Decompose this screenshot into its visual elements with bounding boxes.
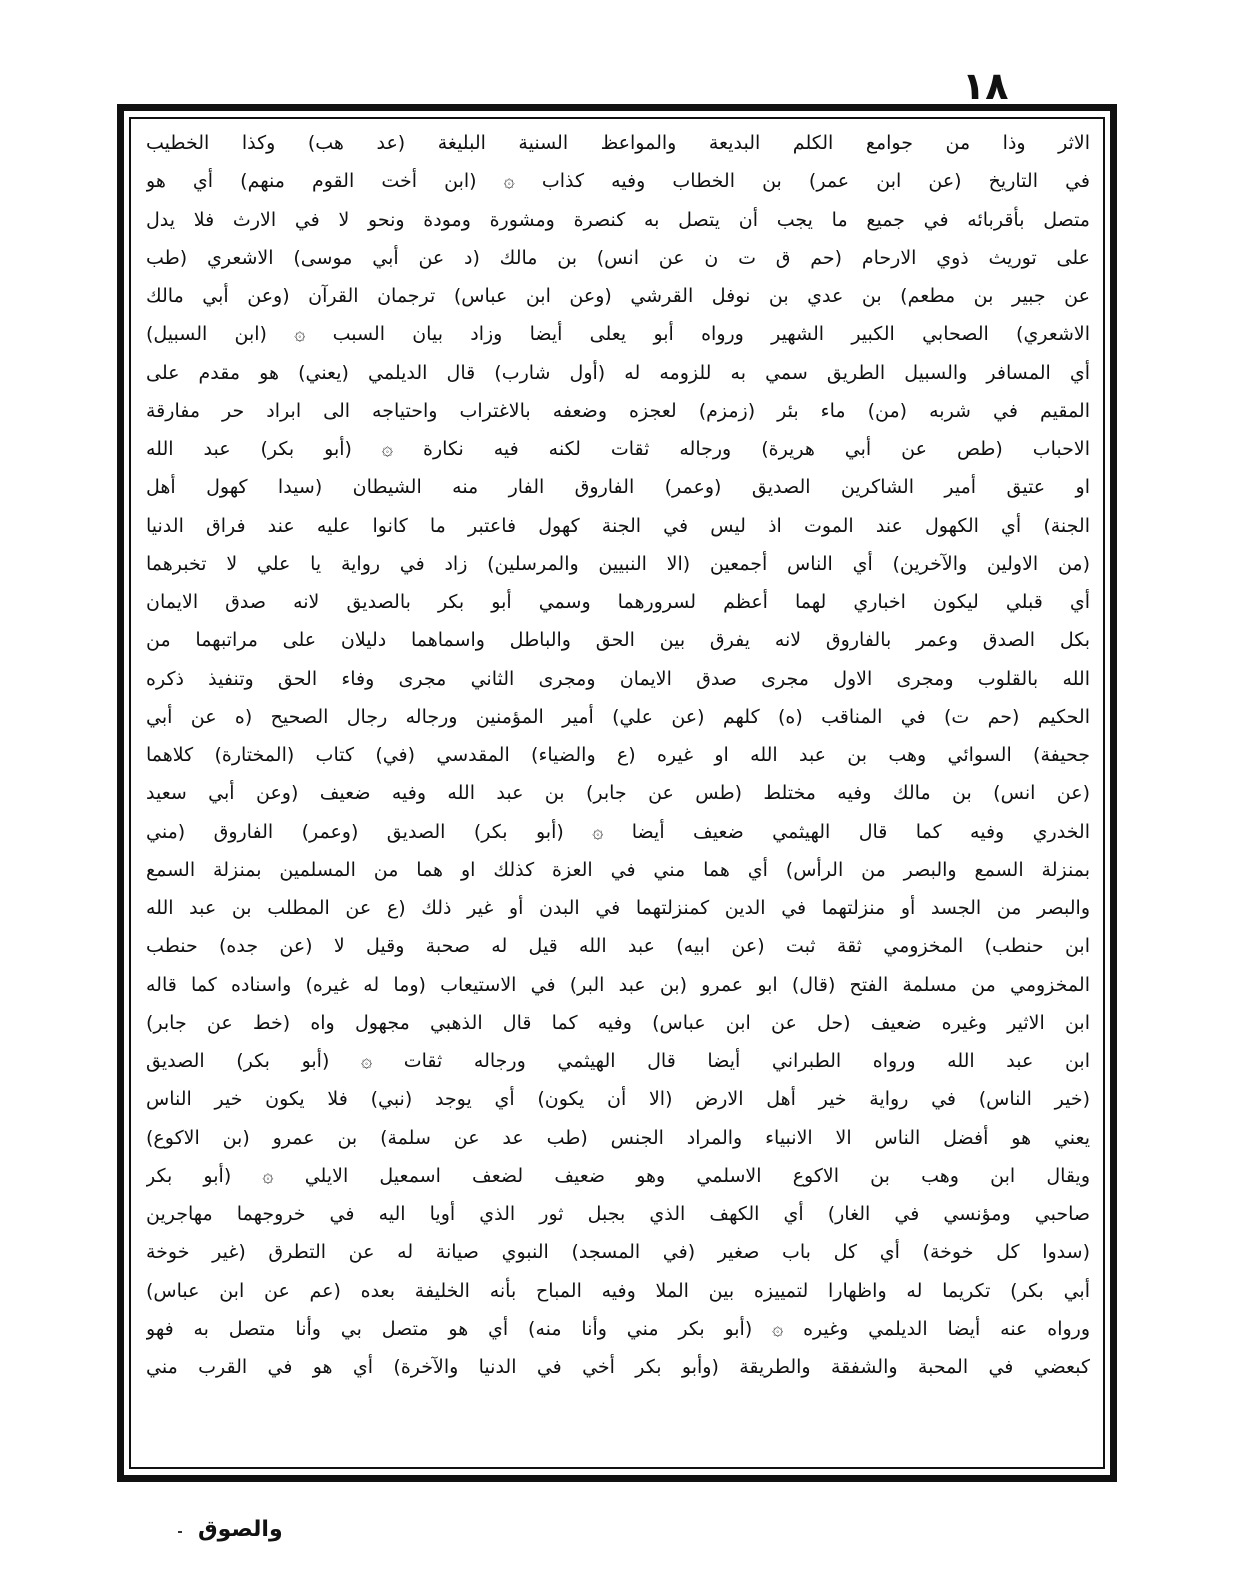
text-line: ابن الاثير وغيره ضعيف (حل عن ابن عباس) وفيه كما قال الذهبي مجهول واه (خط عن جابر): [146, 1011, 1090, 1034]
text-line: (سدوا كل خوخة) أي كل باب صغير (في المسجد) النبوي صيانة له عن التطرق (غير خوخة: [146, 1241, 1090, 1264]
ink-speck: [178, 1531, 182, 1533]
text-line: (عن انس) بن مالك وفيه مختلط (طس عن جابر) بن عبد الله وفيه ضعيف (وعن أبي سعيد: [146, 782, 1090, 805]
text-line: ورواه عنه أيضا الديلمي وغيره ۞ (أبو بكر مني وأنا منه) أي هو متصل بي وأنا متصل به فهو: [146, 1317, 1090, 1340]
main-text-block: [146, 124, 1090, 1386]
text-line: صاحبي ومؤنسي في الغار) أي الكهف الذي بجبل ثور الذي أويا اليه في خروجهما مهاجرين: [146, 1203, 1090, 1225]
text-line: عن جبير بن مطعم) بن عدي بن نوفل القرشي (وعن ابن عباس) ترجمان القرآن (وعن أبي مالك: [146, 285, 1090, 307]
text-line: الاشعري) الصحابي الكبير الشهير ورواه أبو يعلى أيضا وزاد بيان السبب ۞ (ابن السبيل): [146, 323, 1090, 346]
text-line: كبعضي في المحبة والشفقة والطريقة (وأبو بكر أخي في الدنيا والآخرة) أي هو في القرب مني: [146, 1356, 1090, 1378]
text-line: جحيفة) السوائي وهب بن عبد الله او غيره (ع والضياء) المقدسي (في) كتاب (المختارة) كلاهما: [146, 744, 1090, 766]
text-line: الجنة) أي الكهول عند الموت اذ ليس في الجنة كهول فاعتبر ما كانوا عليه عند فراق الدنيا: [146, 514, 1090, 537]
text-line: (من الاولين والآخرين) أي الناس أجمعين (الا النبيين والمرسلين) زاد في رواية يا علي لا تخبرهما: [146, 552, 1090, 575]
text-line: المخزومي من مسلمة الفتح (قال) ابو عمرو (بن عبد البر) في الاستيعاب (وما له غيره) واسناده كما قاله: [146, 973, 1090, 996]
text-line: والبصر من الجسد أو منزلتهما في الدين كمنزلتهما في البدن أو غير ذلك (ع عن المطلب بن عبد الله: [146, 897, 1090, 919]
page-number: ١٨: [962, 64, 1009, 108]
text-line: ويقال ابن وهب بن الاكوع الاسلمي وهو ضعيف لضعف اسمعيل الايلي ۞ (أبو بكر: [146, 1164, 1090, 1187]
text-line: في التاريخ (عن ابن عمر) بن الخطاب وفيه كذاب ۞ (ابن أخت القوم منهم) أي هو: [146, 170, 1090, 193]
text-line: على توريث ذوي الارحام (حم ق ت ن عن انس) بن مالك (د عن أبي موسى) الاشعري (طب: [146, 246, 1090, 269]
catchword: والصوق: [198, 1517, 283, 1542]
text-line: الله بالقلوب ومجرى الاول مجرى صدق الايمان ومجرى الثاني مجرى وفاء الحق وتنفيذ ذكره: [146, 667, 1090, 690]
text-line: الاثر وذا من جوامع الكلم البديعة والمواعظ السنية البليغة (عد هب) وكذا الخطيب: [146, 132, 1090, 154]
text-line: الاحباب (طص عن أبي هريرة) ورجاله ثقات لكنه فيه نكارة ۞ (أبو بكر) عبد الله: [146, 438, 1090, 460]
text-line: متصل بأقربائه في جميع ما يجب أن يتصل به كنصرة ومشورة ومودة ونحو لا في الارث فلا يدل: [146, 208, 1090, 231]
text-line: أي المسافر والسبيل الطريق سمي به للزومه له (أول شارب) قال الديلمي (يعني) هو مقدم على: [146, 361, 1090, 384]
text-line: بمنزلة السمع والبصر من الرأس) أي هما مني في العزة كذلك او هما من المسلمين بمنزلة السمع: [146, 858, 1090, 881]
text-line: او عتيق أمير الشاكرين الصديق (وعمر) الفاروق الفار منه الشيطان (سيدا كهول أهل: [146, 476, 1090, 499]
text-line: الخدري وفيه كما قال الهيثمي ضعيف أيضا ۞ (أبو بكر) الصديق (وعمر) الفاروق (مني: [146, 820, 1090, 843]
text-line: يعني هو أفضل الناس الا الانبياء والمراد الجنس (طب عد عن سلمة) بن عمرو (بن الاكوع): [146, 1126, 1090, 1149]
text-line: ابن حنطب) المخزومي ثقة ثبت (عن ابيه) عبد الله قيل له صحبة وقيل لا (عن جده) حنطب: [146, 935, 1090, 958]
text-line: المقيم في شربه (من) ماء بئر (زمزم) لعجزه وضعفه بالاغتراب واحتياجه الى ابراد حر مفارقة: [146, 399, 1090, 422]
text-line: أبي بكر) تكريما له واظهارا لتمييزه بين الملا وفيه المباح بأنه الخليفة بعده (عم عن ابن عباس): [146, 1279, 1090, 1302]
text-line: (خير الناس) في رواية خير أهل الارض (الا أن يكون) أي يوجد (نبي) فلا يكون خير الناس: [146, 1088, 1090, 1111]
text-line: أي قبلي ليكون اخباري لهما أعظم لسرورهما وسمي أبو بكر بالصديق لانه صدق الايمان: [146, 591, 1090, 613]
text-line: بكل الصدق وعمر بالفاروق لانه يفرق بين الحق والباطل واسماهما دليلان على مراتبهما من: [146, 629, 1090, 652]
text-line: الحكيم (حم ت) في المناقب (ه) كلهم (عن علي) أمير المؤمنين ورجاله رجال الصحيح (ه عن أبي: [146, 705, 1090, 728]
text-line: ابن عبد الله ورواه الطبراني أيضا قال الهيثمي ورجاله ثقات ۞ (أبو بكر) الصديق: [146, 1050, 1090, 1072]
